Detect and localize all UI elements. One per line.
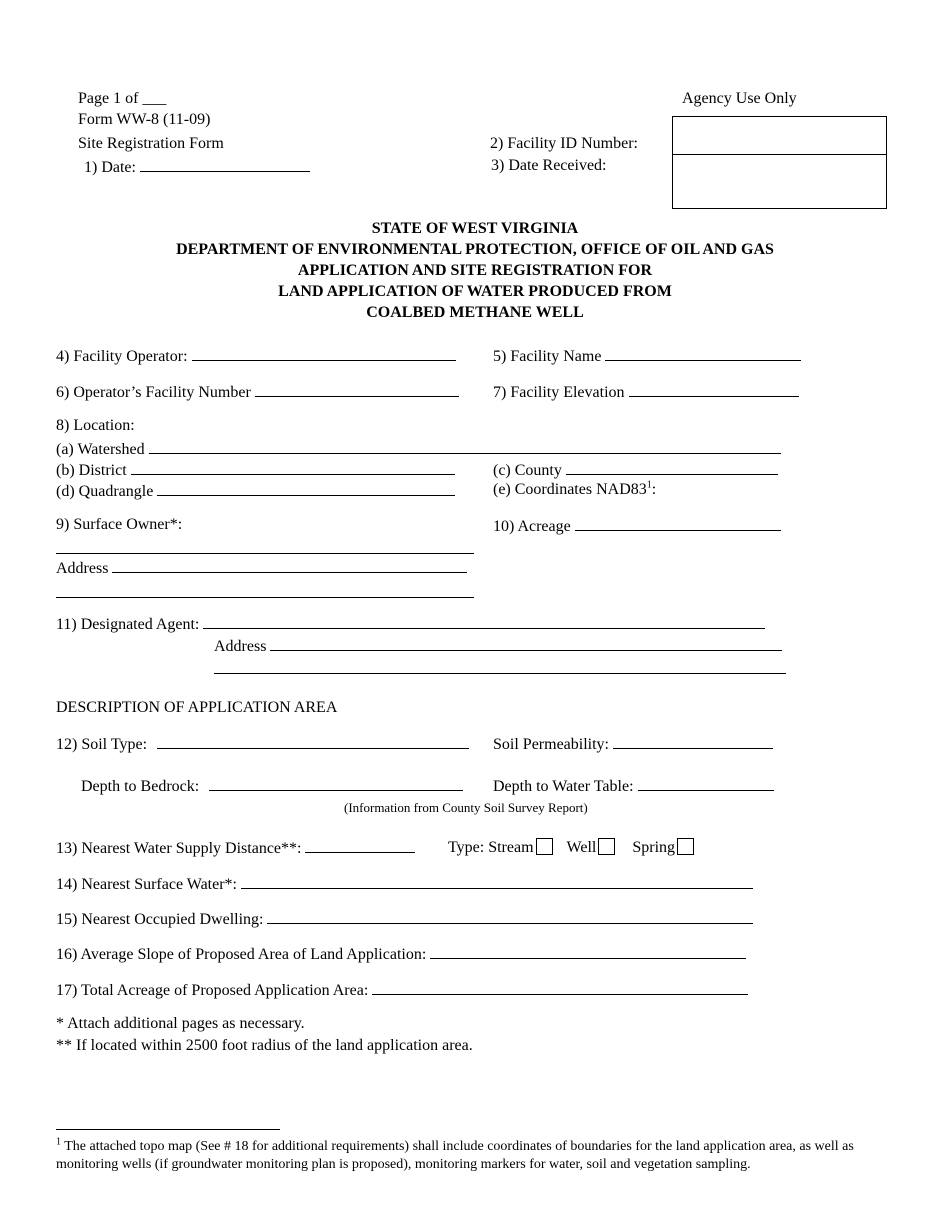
acreage-line[interactable] bbox=[575, 516, 781, 531]
agent-address-line[interactable] bbox=[270, 636, 782, 651]
date-line[interactable] bbox=[140, 157, 310, 172]
agent-address-label: Address bbox=[214, 638, 267, 655]
agency-use-label: Agency Use Only bbox=[682, 90, 797, 107]
watershed-field[interactable] bbox=[56, 439, 781, 459]
surface-water-line[interactable] bbox=[241, 874, 753, 889]
depth-bedrock-label: Depth to Bedrock: bbox=[81, 778, 200, 795]
acreage-field[interactable] bbox=[493, 516, 781, 536]
quadrangle-line[interactable] bbox=[157, 481, 455, 496]
location-label: 8) Location: bbox=[56, 417, 135, 434]
average-slope-line[interactable] bbox=[430, 944, 746, 959]
spring-checkbox[interactable] bbox=[677, 838, 694, 855]
occupied-dwelling-field[interactable] bbox=[56, 909, 753, 929]
soil-type-line[interactable] bbox=[157, 734, 469, 749]
owner-address-line[interactable] bbox=[112, 558, 467, 573]
title-department: DEPARTMENT OF ENVIRONMENTAL PROTECTION, OFFICE OF OIL AND GAS bbox=[176, 241, 774, 258]
coordinates-label-text: (e) Coordinates NAD83 bbox=[493, 481, 647, 498]
total-acreage-field[interactable] bbox=[56, 980, 748, 1000]
county-field[interactable] bbox=[493, 460, 778, 480]
average-slope-field[interactable] bbox=[56, 944, 746, 964]
title-application: APPLICATION AND SITE REGISTRATION FOR bbox=[297, 262, 653, 279]
spring-label: Spring bbox=[632, 839, 676, 856]
county-label: (c) County bbox=[493, 462, 562, 479]
facility-name-field[interactable] bbox=[493, 346, 801, 366]
depth-bedrock-line[interactable] bbox=[209, 776, 463, 791]
soil-permeability-field[interactable] bbox=[493, 734, 773, 754]
designated-agent-label: 11) Designated Agent: bbox=[56, 616, 200, 633]
footnote-text: The attached topo map (See # 18 for additional requirements) shall include coordinates of boundaries for the land application area, as well as monitoring wells (if groundwater monitoring plan is proposed), monitoring markers for water, soil and vegetation sampling. bbox=[56, 1139, 854, 1172]
surface-water-label: 14) Nearest Surface Water*: bbox=[56, 876, 237, 893]
district-label: (b) District bbox=[56, 462, 127, 479]
water-supply-field[interactable] bbox=[56, 838, 415, 858]
operator-facility-number-field[interactable] bbox=[56, 382, 459, 402]
form-number: Form WW-8 (11-09) bbox=[78, 111, 211, 128]
section-heading: DESCRIPTION OF APPLICATION AREA bbox=[56, 699, 338, 716]
note-radius: ** If located within 2500 foot radius of the land application area. bbox=[56, 1037, 473, 1054]
water-supply-type bbox=[448, 838, 694, 857]
soil-type-field[interactable] bbox=[56, 734, 469, 754]
coordinates-label bbox=[493, 481, 656, 499]
soil-survey-note: (Information from County Soil Survey Report) bbox=[344, 800, 588, 815]
coordinates-colon: : bbox=[651, 481, 657, 498]
footnote-separator bbox=[56, 1129, 280, 1130]
type-stream-label: Type: Stream bbox=[448, 839, 534, 856]
designated-agent-line[interactable] bbox=[203, 614, 765, 629]
agent-address-line-2[interactable] bbox=[214, 673, 786, 674]
soil-permeability-line[interactable] bbox=[613, 734, 773, 749]
total-acreage-line[interactable] bbox=[372, 980, 748, 995]
page-number: Page 1 of ___ bbox=[78, 90, 167, 107]
operator-facility-number-label: 6) Operator’s Facility Number bbox=[56, 384, 251, 401]
occupied-dwelling-label: 15) Nearest Occupied Dwelling: bbox=[56, 911, 264, 928]
average-slope-label: 16) Average Slope of Proposed Area of Land Application: bbox=[56, 946, 427, 963]
depth-bedrock-field[interactable] bbox=[81, 776, 463, 796]
occupied-dwelling-line[interactable] bbox=[267, 909, 753, 924]
district-field[interactable] bbox=[56, 460, 455, 480]
date-received-label: 3) Date Received: bbox=[491, 157, 607, 174]
quadrangle-label: (d) Quadrangle bbox=[56, 483, 154, 500]
water-supply-line[interactable] bbox=[305, 838, 415, 853]
form-name: Site Registration Form bbox=[78, 135, 224, 152]
facility-elevation-label: 7) Facility Elevation bbox=[493, 384, 625, 401]
acreage-label: 10) Acreage bbox=[493, 518, 571, 535]
facility-name-label: 5) Facility Name bbox=[493, 348, 602, 365]
water-supply-label: 13) Nearest Water Supply Distance**: bbox=[56, 840, 302, 857]
soil-type-label: 12) Soil Type: bbox=[56, 736, 148, 753]
agency-box-divider bbox=[673, 154, 886, 155]
designated-agent-field[interactable] bbox=[56, 614, 765, 634]
stream-checkbox[interactable] bbox=[536, 838, 553, 855]
note-attach-pages: * Attach additional pages as necessary. bbox=[56, 1015, 305, 1032]
facility-name-line[interactable] bbox=[605, 346, 801, 361]
depth-water-table-field[interactable] bbox=[493, 776, 774, 796]
operator-facility-number-line[interactable] bbox=[255, 382, 459, 397]
agency-use-box[interactable] bbox=[672, 116, 887, 209]
well-checkbox[interactable] bbox=[598, 838, 615, 855]
depth-water-table-line[interactable] bbox=[638, 776, 774, 791]
date-field[interactable] bbox=[84, 157, 310, 177]
date-label: 1) Date: bbox=[84, 159, 136, 176]
facility-elevation-line[interactable] bbox=[629, 382, 799, 397]
footnote-ref-1: 1 bbox=[646, 479, 652, 491]
watershed-line[interactable] bbox=[149, 439, 781, 454]
agent-address-field[interactable] bbox=[214, 636, 782, 656]
depth-water-table-label: Depth to Water Table: bbox=[493, 778, 634, 795]
quadrangle-field[interactable] bbox=[56, 481, 455, 501]
facility-operator-label: 4) Facility Operator: bbox=[56, 348, 188, 365]
owner-address-field[interactable] bbox=[56, 558, 467, 578]
title-land-application: LAND APPLICATION OF WATER PRODUCED FROM bbox=[278, 283, 672, 300]
title-coalbed: COALBED METHANE WELL bbox=[366, 304, 584, 321]
soil-permeability-label: Soil Permeability: bbox=[493, 736, 609, 753]
facility-id-label: 2) Facility ID Number: bbox=[490, 135, 638, 152]
facility-operator-field[interactable] bbox=[56, 346, 456, 366]
owner-address-label: Address bbox=[56, 560, 109, 577]
owner-address-line-2[interactable] bbox=[56, 597, 474, 598]
well-label: Well bbox=[566, 839, 597, 856]
county-line[interactable] bbox=[566, 460, 778, 475]
district-line[interactable] bbox=[131, 460, 455, 475]
facility-elevation-field[interactable] bbox=[493, 382, 799, 402]
surface-owner-label: 9) Surface Owner*: bbox=[56, 516, 183, 533]
watershed-label: (a) Watershed bbox=[56, 441, 145, 458]
surface-water-field[interactable] bbox=[56, 874, 753, 894]
surface-owner-line[interactable] bbox=[56, 553, 474, 554]
total-acreage-label: 17) Total Acreage of Proposed Application Area: bbox=[56, 982, 369, 999]
footnote-mark: 1 bbox=[56, 1136, 61, 1148]
footnote bbox=[56, 1138, 901, 1174]
title-state: STATE OF WEST VIRGINIA bbox=[371, 220, 579, 237]
facility-operator-line[interactable] bbox=[192, 346, 456, 361]
